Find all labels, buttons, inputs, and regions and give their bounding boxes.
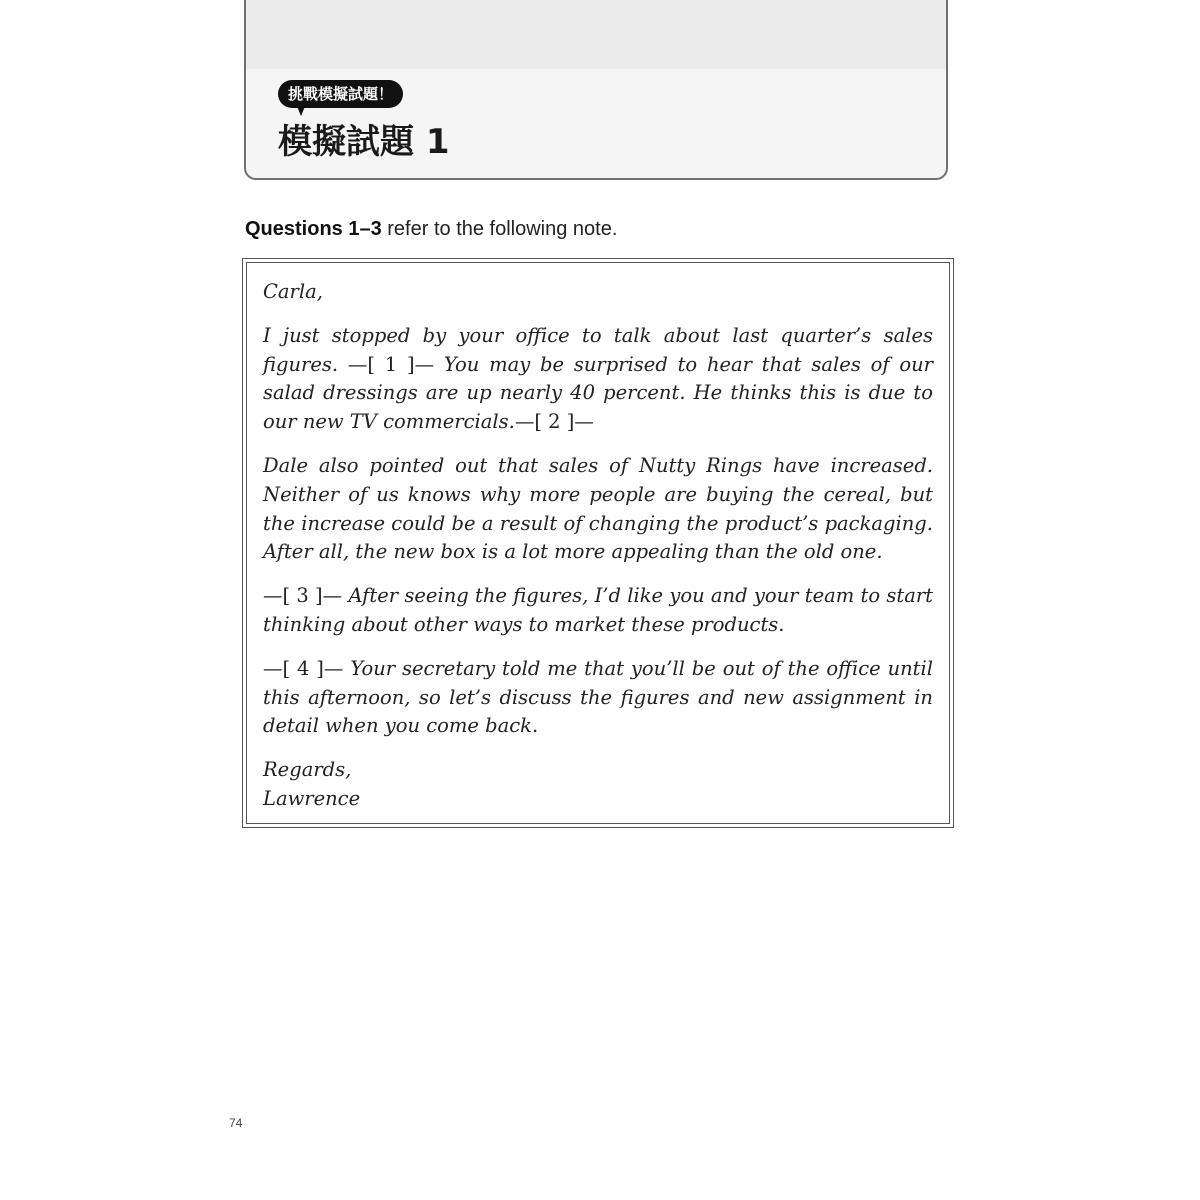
insert-marker-3: —[ 3 ]— [263,584,343,608]
insert-marker-4: —[ 4 ]— [263,656,344,680]
note-box-inner [246,262,950,824]
page-title: 模擬試題 1 [278,122,450,162]
badge-tail-icon [296,104,306,116]
note-box [242,258,954,828]
note-paragraph-3 [263,582,933,640]
note-p3: After seeing the figures, I’d like you and your team to start thinking about other ways to market these products. [263,584,933,636]
note-signature: Lawrence [263,786,361,810]
page-number: 74 [229,1116,243,1130]
questions-intro-text: refer to the following note. [381,218,618,240]
note-p1-b: You may be surprised to hear that sales of our salad dressings are up nearly 40 percent. He thinks this is due to our new TV commercials. [263,352,933,434]
insert-marker-2: —[ 2 ]— [514,410,594,434]
note-p4: Your secretary told me that you’ll be out of the office until this afternoon, so let’s discuss the figures and new assignment in detail when you come back. [263,656,933,738]
note-paragraph-4 [263,655,933,741]
note-signoff [263,756,933,814]
note-paragraph-1 [263,322,933,437]
note-text [263,278,933,814]
note-salutation: Carla, [263,280,323,303]
note-paragraph-2: Dale also pointed out that sales of Nutty Rings have increased. Neither of us knows why more people are buying the cereal, but the increase could be a result of changing the product’s packaging. After all, the new box is a lot more appealing than the old one. [263,453,933,564]
note-closing: Regards, [263,758,352,782]
header-band [246,0,946,69]
insert-marker-1: —[ 1 ]— [347,352,435,376]
challenge-badge: 挑戰模擬試題！ [278,80,403,108]
questions-intro [245,216,617,242]
questions-range: Questions 1–3 [245,218,382,240]
note-p1-a: I just stopped by your office to talk about last quarter’s sales figures. [263,323,933,376]
